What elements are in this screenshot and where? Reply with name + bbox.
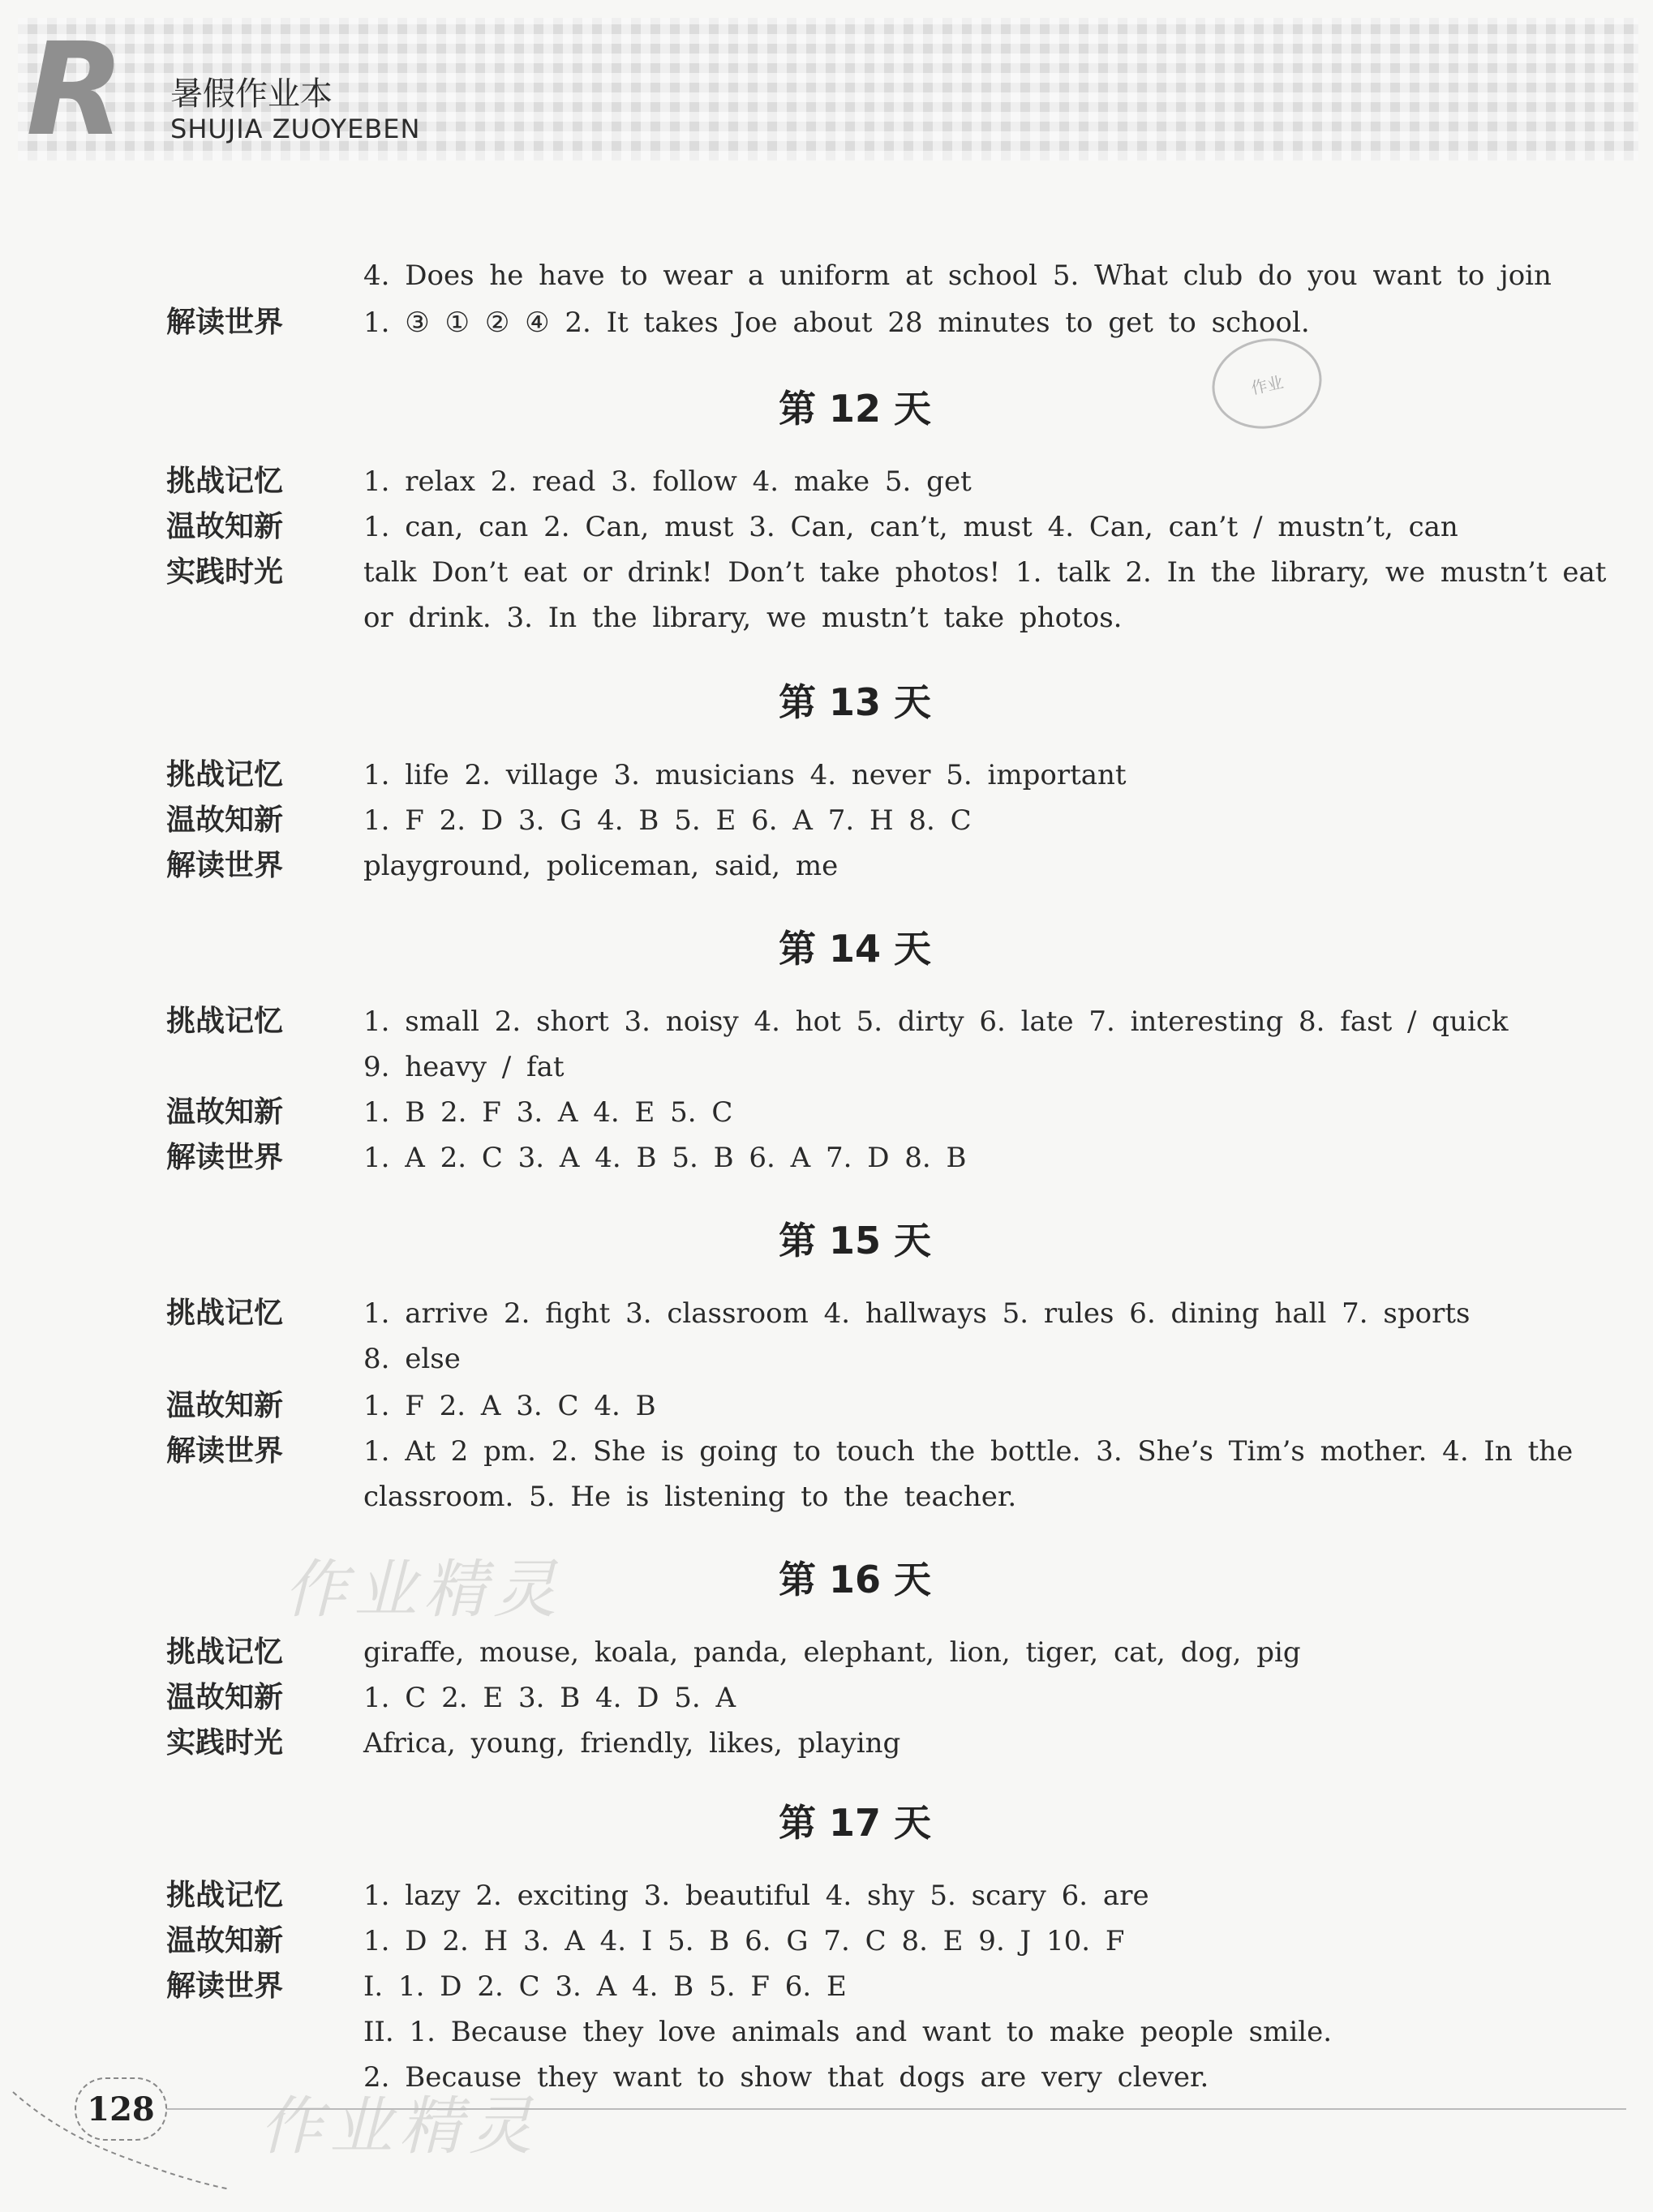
answer-row	[0, 1918, 1653, 1964]
answer-row	[0, 1675, 1653, 1721]
section-label: 实践时光	[166, 555, 284, 589]
answer-row	[0, 999, 1653, 1044]
answer-row	[0, 1630, 1653, 1675]
section-label: 解读世界	[166, 1434, 284, 1468]
answer-text: 1. can, can 2. Can, must 3. Can, can’t, must 4. Can, can’t / mustn’t, can	[363, 511, 1458, 543]
section-label: 温故知新	[166, 804, 284, 837]
answer-row	[0, 550, 1653, 595]
day-heading: 第 17 天	[778, 1801, 932, 1845]
section-label: 挑战记忆	[166, 758, 284, 791]
section-label: 解读世界	[166, 1970, 284, 2003]
answer-row	[0, 1873, 1653, 1918]
answer-row	[0, 1291, 1653, 1336]
section-label: 温故知新	[166, 1681, 284, 1714]
answer-text: Africa, young, friendly, likes, playing	[363, 1727, 901, 1760]
answer-text: 1. life 2. village 3. musicians 4. never 5. important	[363, 759, 1127, 791]
answer-text: playground, policeman, said, me	[363, 850, 839, 882]
answer-text: 1. relax 2. read 3. follow 4. make 5. get	[363, 465, 972, 498]
section-label: 实践时光	[166, 1726, 284, 1760]
section-label: 挑战记忆	[166, 1005, 284, 1038]
answer-row	[0, 1135, 1653, 1181]
answer-row	[0, 843, 1653, 889]
page-number-text: 128	[87, 2090, 155, 2128]
day-heading: 第 13 天	[778, 680, 932, 724]
answer-text-continued: II. 1. Because they love animals and want to make people smile.	[363, 2016, 1333, 2048]
section-label: 挑战记忆	[166, 1635, 284, 1669]
answer-text: 1. small 2. short 3. noisy 4. hot 5. dirty 6. late 7. interesting 8. fast / quick	[363, 1005, 1509, 1038]
answer-row	[0, 752, 1653, 798]
answer-text-continued: 9. heavy / fat	[363, 1051, 565, 1083]
answer-text: I. 1. D 2. C 3. A 4. B 5. F 6. E	[363, 1970, 847, 2003]
answer-text: 1. C 2. E 3. B 4. D 5. A	[363, 1682, 736, 1714]
answer-row	[0, 1429, 1653, 1474]
answer-text: 1. A 2. C 3. A 4. B 5. B 6. A 7. D 8. B	[363, 1142, 967, 1174]
watermark-text: 作业精灵	[260, 2090, 539, 2163]
answer-text: 4. Does he have to wear a uniform at school 5. What club do you want to join	[363, 259, 1552, 292]
answer-text: 1. arrive 2. fight 3. classroom 4. hallways 5. rules 6. dining hall 7. sports	[363, 1297, 1471, 1330]
answer-text: 1. F 2. D 3. G 4. B 5. E 6. A 7. H 8. C	[363, 804, 972, 837]
answer-text: talk Don’t eat or drink! Don’t take photos! 1. talk 2. In the library, we mustn’t eat	[363, 556, 1607, 589]
answer-row	[0, 504, 1653, 550]
section-label: 挑战记忆	[166, 1879, 284, 1912]
section-label: 温故知新	[166, 1095, 284, 1129]
intro-line-2	[0, 300, 1653, 345]
section-label: 解读世界	[166, 1141, 284, 1174]
section-label: 温故知新	[166, 1924, 284, 1957]
day-heading: 第 12 天	[778, 387, 932, 431]
answer-text: 1. At 2 pm. 2. She is going to touch the bottle. 3. She’s Tim’s mother. 4. In the	[363, 1435, 1574, 1468]
page-header	[18, 15, 1638, 165]
answer-text: giraffe, mouse, koala, panda, elephant, lion, tiger, cat, dog, pig	[363, 1636, 1301, 1669]
header-title-en: SHUJIA ZUOYEBEN	[170, 114, 421, 144]
logo-letter: R	[26, 15, 125, 165]
section-label: 挑战记忆	[166, 465, 284, 498]
intro-line-1	[0, 253, 1653, 298]
section-label: 温故知新	[166, 1389, 284, 1422]
footer-rule	[166, 2108, 1626, 2110]
header-title-cn: 暑假作业本	[170, 75, 333, 113]
section-label: 温故知新	[166, 510, 284, 543]
watermark-text: 作业精灵	[284, 1554, 564, 1627]
answer-text-continued: classroom. 5. He is listening to the teacher.	[363, 1481, 1017, 1513]
day-heading: 第 14 天	[778, 927, 932, 971]
answer-text-continued: 2. Because they want to show that dogs are very clever.	[363, 2061, 1209, 2094]
watermark-stamp-text: 作业	[1249, 371, 1286, 398]
section-label: 解读世界	[166, 849, 284, 882]
answer-row	[0, 798, 1653, 843]
answer-row	[0, 1964, 1653, 2009]
answer-text: 1. B 2. F 3. A 4. E 5. C	[363, 1096, 733, 1129]
answer-text: 1. D 2. H 3. A 4. I 5. B 6. G 7. C 8. E 9. J 10. F	[363, 1925, 1125, 1957]
section-label: 解读世界	[166, 306, 284, 339]
answer-text: 1. ③ ① ② ④ 2. It takes Joe about 28 minutes to get to school.	[363, 307, 1310, 339]
answer-text: 1. lazy 2. exciting 3. beautiful 4. shy 5. scary 6. are	[363, 1880, 1149, 1912]
answer-row	[0, 1090, 1653, 1135]
day-heading: 第 16 天	[778, 1558, 932, 1601]
answer-row	[0, 459, 1653, 504]
answer-text: 1. F 2. A 3. C 4. B	[363, 1390, 656, 1422]
answer-text-continued: or drink. 3. In the library, we mustn’t take photos.	[363, 602, 1123, 634]
page-number	[75, 2077, 167, 2141]
day-heading: 第 15 天	[778, 1219, 932, 1262]
answer-row	[0, 1721, 1653, 1766]
section-label: 挑战记忆	[166, 1297, 284, 1330]
answer-row	[0, 1383, 1653, 1429]
answer-text-continued: 8. else	[363, 1343, 461, 1375]
